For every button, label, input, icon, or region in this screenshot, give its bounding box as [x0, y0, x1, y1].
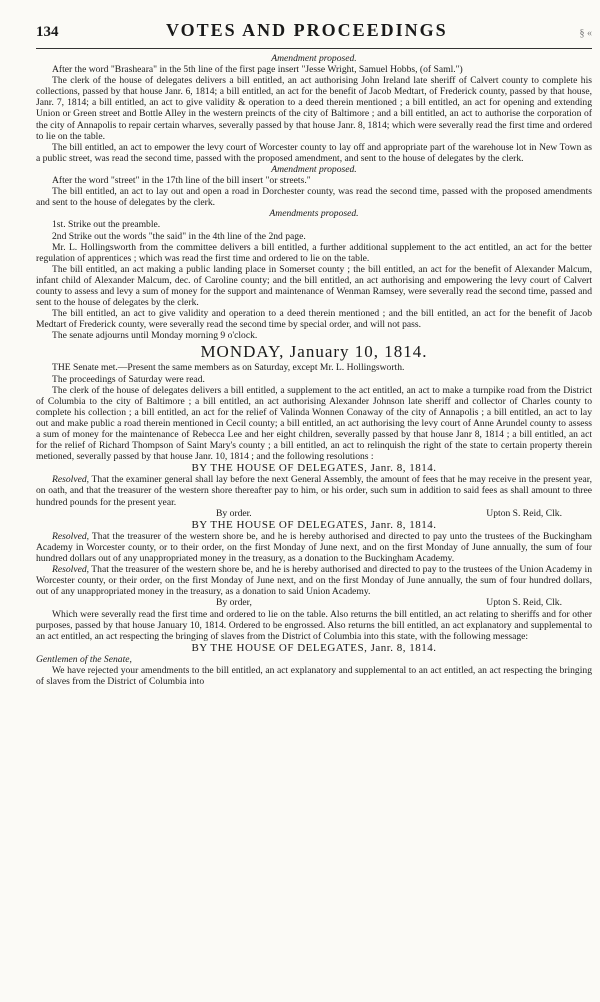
salutation: Gentlemen of the Senate,	[36, 653, 132, 665]
house-heading-3: BY THE HOUSE OF DELEGATES, Janr. 8, 1814.	[191, 641, 437, 654]
document-body	[36, 53, 592, 687]
paragraph-clerk-delivers-1: The clerk of the house of delegates delivers a bill entitled, an act authorising John Ireland late sheriff of Calvert county to complete his collections, passed by that house Janr. 6, 1814; a bill entitled, an act for the benefit of Jacob Medtart, of Frederick county, passed by that house, Janr. 7, 1814; a bill entitled, an act to give validity & operation to a deed therein mentioned ; a bill entitled, an act for opening and extending Union or Green street and Bottle Alley in the western preincts of the city of Baltimore ; and a bill entitled, an act to authorise the corporation of the city of Annapolis to repair certain wharves, severally passed by that house Janr. 8, 1814; which were severally read the first time and ordered to lie on the table.	[36, 75, 592, 142]
paragraph-which-were-read: Which were severally read the first time and ordered to lie on the table. Also returns the bill entitled, an act relating to sheriffs and for other purposes, passed by that house January 10, 1814. Ordered to be engrossed. Also returns the bill entitled, an act explanatory and supplemental to an act entitled, an act respecting the bringing of slaves from the District of Columbia into this state, with the following message:	[36, 608, 592, 642]
amendment-heading-2: Amendment proposed.	[271, 163, 357, 175]
paragraph-adjourn: The senate adjourns until Monday morning 9 o'clock.	[52, 330, 258, 342]
by-order-label: By order.	[216, 507, 252, 519]
resolved-label: Resolved,	[52, 530, 90, 542]
resolution-1	[36, 474, 592, 507]
paragraph-somerset-landing: The bill entitled, an act making a public landing place in Somerset county ; the bill entitled, an act for the benefit of Alexander Malcum, infant child of Alexander Malcum, dec. of Caroline county; and the bill entitled, an act authorising and empowering the levy court of Calvert county to assess and levy a sum of money for the support and maintenance of Wenman Ramsey, were severally read the second time, passed and sent to the house of delegates by the clerk.	[36, 263, 592, 309]
page-header	[36, 20, 592, 46]
by-order-label: By order,	[216, 597, 252, 609]
house-heading-2: BY THE HOUSE OF DELEGATES, Janr. 8, 1814.	[191, 518, 437, 531]
day-heading: MONDAY, January 10, 1814.	[200, 342, 428, 362]
amendment-item-1: 1st. Strike out the preamble.	[52, 219, 161, 231]
resolution-text: That the treasurer of the western shore be, and he is hereby authorised and directed to pay to the trustees of the Union Academy in Worcester county, or their order, on the first Monday of June next, and on the first Monday of June annually, the sum of four hundred dollars, out of any unappropriated money in the treasury, as a donation to said Union Academy.	[36, 564, 592, 598]
paragraph-proceedings-read: The proceedings of Saturday were read.	[52, 373, 205, 385]
paragraph-validity: The bill entitled, an act to give validity and operation to a deed therein mentioned ; and the bill entitled, an act for the benefit of Jacob Medtart of Frederick county, were severally read the second time by special order, and will not pass.	[36, 308, 592, 331]
amendment-text-1: After the word "Brasheara" in the 5th line of the first page insert "Jesse Wright, Samuel Hobbs, (of Saml.")	[52, 64, 463, 76]
amendment-heading-3: Amendments proposed.	[269, 208, 359, 220]
signature-block-1	[36, 508, 592, 519]
page-number: 134	[36, 24, 59, 40]
paragraph-hollingsworth: Mr. L. Hollingsworth from the committee delivers a bill entitled, a further additional supplement to the act entitled, an act for the better regulation of apprentices ; which was read the first time and ordered to lie on the table.	[36, 241, 592, 264]
paragraph-senate-met: THE Senate met.—Present the same members as on Saturday, except Mr. L. Hollingsworth.	[52, 362, 405, 374]
paragraph-message: We have rejected your amendments to the bill entitled, an act explanatory and supplemental to an act entitled, an act respecting the bringing of slaves from the District of Columbia into	[36, 664, 592, 688]
resolution-text: That the examiner general shall lay before the next General Assembly, the amount of fees that he may receive in the present year, on oath, and that the treasurer of the western shore thereafter pay to him, or his order, such sum in addition to said fees as shall amount to three hundred pounds for the present year.	[36, 474, 592, 508]
house-heading-1: BY THE HOUSE OF DELEGATES, Janr. 8, 1814.	[191, 462, 437, 475]
running-title: VOTES AND PROCEEDINGS	[166, 20, 448, 40]
paragraph-clerk-delivers-2: The clerk of the house of delegates delivers a bill entitled, a supplement to the act entitled, an act to make a turnpike road from the District of Columbia to the city of Baltimore ; a bill entitled, an act authorising Alexander Johnson late sheriff and collector of Charles county to complete his collection ; a bill entitled, an act for the relief of Valinda Wonnen Conaway of the city of Annapolis ; a bill entitled, an act to lay out and make public a road therein mentioned in Cecil county; a bill entitled, an act authorising the levy court of Anne Arundel county to assess a sum of money for the maintenance of Rebecca Lee and her eight children, severally passed by that house Janr 8, 1814 ; a bill entitled, an act for the relief of Richard Thompson of Saint Mary's county ; a bill entitled, an act to relinquish the right of the state to certain property therein metioned, severally passed by that house Janr. 10, 1814 ; and the following resolutions :	[36, 384, 592, 463]
resolved-label: Resolved,	[52, 564, 90, 576]
amendment-text-2: After the word "street" in the 17th line of the bill insert "or streets."	[52, 175, 311, 187]
resolution-text: That the treasurer of the western shore be, and he is hereby authorised and directed to pay unto the trustees of the Buckingham Academy in Worcester county, or to their order, on the first Monday of June next, and on the first Monday of June annually, the sum of four hundred dollars out of any unappropriated money in the treasury, as a donation to the Buckingham Academy.	[36, 530, 592, 565]
signature-block-2	[36, 597, 592, 608]
resolution-2	[36, 531, 592, 564]
resolution-3	[36, 564, 592, 597]
clerk-signature: Upton S. Reid, Clk.	[486, 507, 562, 519]
resolved-label: Resolved,	[52, 474, 90, 486]
corner-mark: § «	[579, 28, 592, 39]
amendment-item-2: 2nd Strike out the words "the said" in the 4th line of the 2nd page.	[52, 230, 306, 242]
paragraph-worcester-street: The bill entitled, an act to empower the levy court of Worcester county to lay off and appropriate part of the warehouse lot in New Town as a public street, was read the second time, passed with the proposed amendment, and sent to the house of delegates by the clerk.	[36, 141, 592, 164]
clerk-signature: Upton S. Reid, Clk.	[486, 597, 562, 609]
paragraph-dorchester-road: The bill entitled, an act to lay out and open a road in Dorchester county, was read the second time, passed with the proposed amendments and sent to the house of delegates by the clerk.	[36, 186, 592, 209]
header-rule	[36, 48, 592, 49]
amendment-heading-1: Amendment proposed.	[271, 53, 357, 64]
